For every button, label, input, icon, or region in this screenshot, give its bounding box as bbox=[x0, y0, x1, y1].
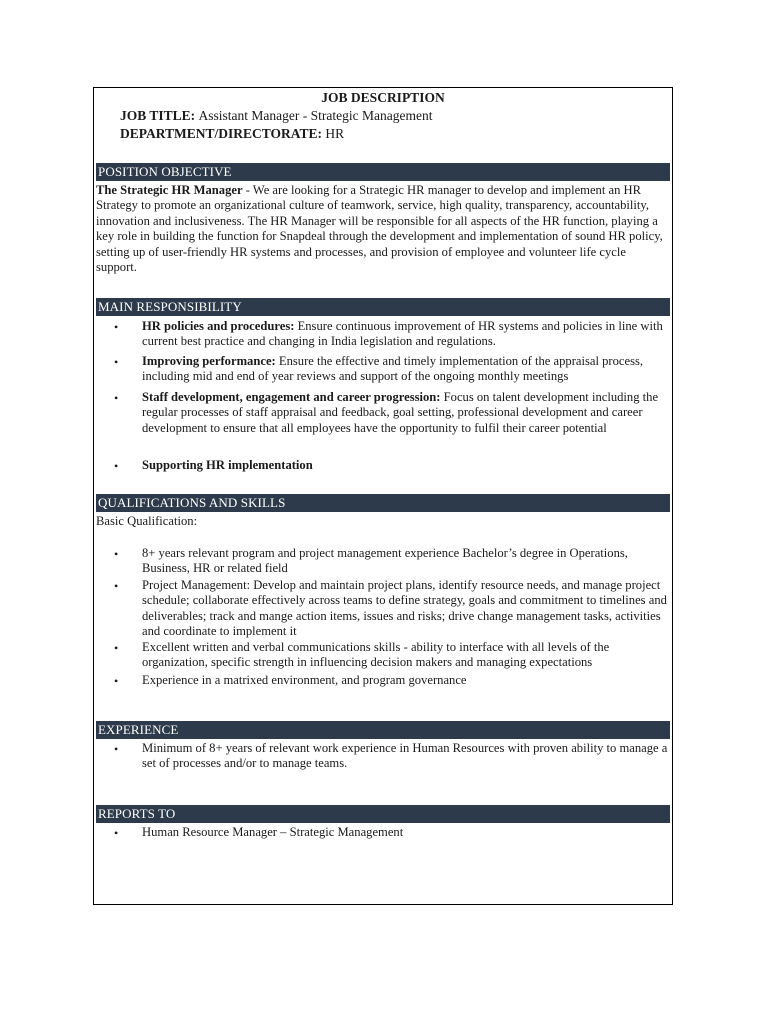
list-item: Human Resource Manager – Strategic Management bbox=[142, 825, 404, 839]
list-item bbox=[142, 390, 672, 436]
list-item bbox=[142, 458, 672, 473]
list-item-lead: Supporting HR implementation bbox=[142, 458, 313, 472]
bullet-glyph: • bbox=[114, 459, 119, 473]
job-title-value: Assistant Manager - Strategic Management bbox=[198, 108, 433, 123]
list-item: 8+ years relevant program and project management experience Bachelor’s degree in Operations, Business, HR or related field bbox=[142, 546, 628, 576]
document-title: JOB DESCRIPTION bbox=[321, 90, 445, 105]
list-item-lead: Staff development, engagement and career progression: bbox=[142, 390, 441, 404]
position-objective-body: - We are looking for a Strategic HR manager to develop and implement an HR Strategy to promote an organizational culture of teamwork, service, high quality, transparency, accountability, innovation and inclusiveness. The HR Manager will be responsible for all aspects of the HR function, playing a key role in building the function for Snapdeal through the development and implementation of sound HR policy, setting up of user-friendly HR systems and processes, and provision of employee and volunteer life cycle support. bbox=[96, 183, 663, 275]
position-objective-text bbox=[96, 183, 668, 275]
list-item bbox=[142, 354, 672, 385]
job-title-label: JOB TITLE: bbox=[120, 108, 196, 123]
department-label: DEPARTMENT/DIRECTORATE: bbox=[120, 126, 323, 141]
list-item-text: Ensure continuous improvement of HR systems and policies in line with current best practice and changing in India legislation and regulations. bbox=[142, 319, 663, 349]
list-item: Minimum of 8+ years of relevant work experience in Human Resources with proven ability to manage a set of processes and/or to manage teams. bbox=[142, 741, 668, 771]
bullet-glyph: • bbox=[114, 355, 119, 369]
section-heading-main-responsibility: MAIN RESPONSIBILITY bbox=[96, 298, 670, 316]
bullet-glyph: • bbox=[114, 742, 119, 756]
department-line bbox=[120, 126, 672, 142]
list-item-text: Focus on talent development including the regular processes of staff appraisal and feedback, goal setting, professional development and career development to ensure that all employees have the opportunity to fulfil their career potential bbox=[142, 390, 659, 435]
list-item bbox=[142, 319, 672, 350]
bullet-glyph: • bbox=[114, 674, 119, 688]
list-item: Project Management: Develop and maintain project plans, identify resource needs, and manage project schedule; collaborate effectively across teams to define strategy, goals and commitment to timelines and deliverables; track and mange action items, issues and risks; drive change management tasks, activities and coordinate to implement it bbox=[142, 578, 667, 639]
list-item: Experience in a matrixed environment, and program governance bbox=[142, 673, 467, 687]
bullet-glyph: • bbox=[114, 320, 119, 334]
list-item: Excellent written and verbal communications skills - ability to interface with all levels of the organization, specific strength in influencing decision makers and managing expectations bbox=[142, 640, 610, 670]
section-heading-position-objective: POSITION OBJECTIVE bbox=[96, 163, 670, 181]
job-title-line bbox=[120, 108, 672, 124]
list-item-lead: HR policies and procedures: bbox=[142, 319, 295, 333]
bullet-glyph: • bbox=[114, 641, 119, 655]
position-objective-lead: The Strategic HR Manager bbox=[96, 183, 243, 197]
department-value: HR bbox=[325, 126, 345, 141]
section-heading-reports-to: REPORTS TO bbox=[96, 805, 670, 823]
bullet-glyph: • bbox=[114, 391, 119, 405]
section-heading-experience: EXPERIENCE bbox=[96, 721, 670, 739]
list-item-text: Ensure the effective and timely implementation of the appraisal process, including mid and end of year reviews and support of the ongoing monthly meetings bbox=[142, 354, 644, 384]
bullet-glyph: • bbox=[114, 826, 119, 840]
bullet-glyph: • bbox=[114, 547, 119, 561]
section-heading-qualifications: QUALIFICATIONS AND SKILLS bbox=[96, 494, 670, 512]
qualifications-intro: Basic Qualification: bbox=[96, 514, 198, 528]
bullet-glyph: • bbox=[114, 579, 119, 593]
job-description-frame bbox=[93, 87, 673, 905]
list-item-lead: Improving performance: bbox=[142, 354, 276, 368]
